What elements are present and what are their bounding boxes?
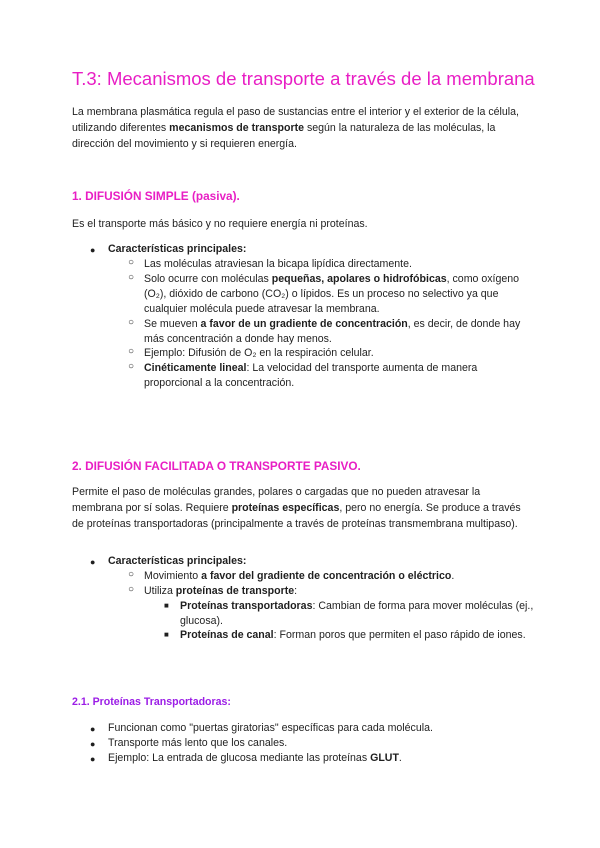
section21-heading: 2.1. Proteínas Transportadoras: bbox=[72, 696, 231, 708]
section21-item-2: Transporte más lento que los canales. bbox=[108, 737, 288, 749]
bullet-circle: ○ bbox=[128, 346, 135, 357]
section21-item-3: Ejemplo: La entrada de glucosa mediante las proteínas GLUT. bbox=[108, 752, 402, 764]
intro-bold: mecanismos de transporte bbox=[169, 122, 304, 134]
section2-features-label: Características principales: bbox=[108, 555, 247, 567]
section2-subitem-2: Proteínas de canal: Forman poros que permiten el paso rápido de iones. bbox=[180, 629, 526, 641]
bullet-dot: ● bbox=[90, 754, 96, 764]
bullet-circle: ○ bbox=[128, 361, 135, 372]
section1-item-2: Solo ocurre con moléculas pequeñas, apolares o hidrofóbicas, como oxígeno (O₂), dióxido de carbono (CO₂) o lípidos. Es un proceso no selectivo ya que cualquier molécula puede atravesar la membrana. bbox=[144, 273, 520, 315]
intro-text-1: La membrana plasmática regula el paso de sustancias entre el interior y el exterior de la célula, utilizando diferentes bbox=[72, 106, 519, 134]
section1-item-1: Las moléculas atraviesan la bicapa lipídica directamente. bbox=[144, 258, 412, 270]
bullet-circle: ○ bbox=[128, 272, 135, 283]
bullet-square: ■ bbox=[164, 601, 169, 610]
bullet-circle: ○ bbox=[128, 257, 135, 268]
bullet-dot: ● bbox=[90, 557, 96, 567]
page-title: T.3: Mecanismos de transporte a través de la membrana bbox=[72, 68, 535, 89]
section1-item-5: Cinéticamente lineal: La velocidad del transporte aumenta de manera proporcional a la concentración. bbox=[144, 362, 478, 389]
section1-intro: Es el transporte más básico y no requiere energía ni proteínas. bbox=[72, 218, 368, 230]
section21-item-1: Funcionan como "puertas giratorias" específicas para cada molécula. bbox=[108, 722, 433, 734]
section2-item-2: Utiliza proteínas de transporte: bbox=[144, 585, 298, 597]
section2-heading: 2. DIFUSIÓN FACILITADA O TRANSPORTE PASIVO. bbox=[72, 459, 361, 473]
section1-heading: 1. DIFUSIÓN SIMPLE (pasiva). bbox=[72, 189, 240, 203]
bullet-dot: ● bbox=[90, 245, 96, 255]
section2-item-1: Movimiento a favor del gradiente de concentración o eléctrico. bbox=[144, 570, 455, 582]
section1-item-3: Se mueven a favor de un gradiente de concentración, es decir, de donde hay más concentración a donde hay menos. bbox=[144, 318, 521, 345]
bullet-square: ■ bbox=[164, 630, 169, 639]
section2-intro: Permite el paso de moléculas grandes, polares o cargadas que no pueden atravesar la membrana por sí solas. Requiere proteínas específicas, pero no energía. Se produce a través de proteínas transportadoras (principalmente a través de proteínas transmembrana multipaso). bbox=[72, 486, 521, 530]
intro-paragraph bbox=[72, 104, 532, 152]
bullet-circle: ○ bbox=[128, 569, 135, 580]
bullet-circle: ○ bbox=[128, 584, 135, 595]
bullet-dot: ● bbox=[90, 739, 96, 749]
section1-features-label: Características principales: bbox=[108, 243, 247, 255]
section2-subitem-1: Proteínas transportadoras: Cambian de forma para mover moléculas (ej., glucosa). bbox=[180, 600, 534, 627]
bullet-dot: ● bbox=[90, 724, 96, 734]
intro-text-2: según la naturaleza de las moléculas, la dirección del movimiento y si requieren energía. bbox=[72, 122, 496, 150]
section1-item-4: Ejemplo: Difusión de O₂ en la respiración celular. bbox=[144, 347, 374, 359]
bullet-circle: ○ bbox=[128, 317, 135, 328]
